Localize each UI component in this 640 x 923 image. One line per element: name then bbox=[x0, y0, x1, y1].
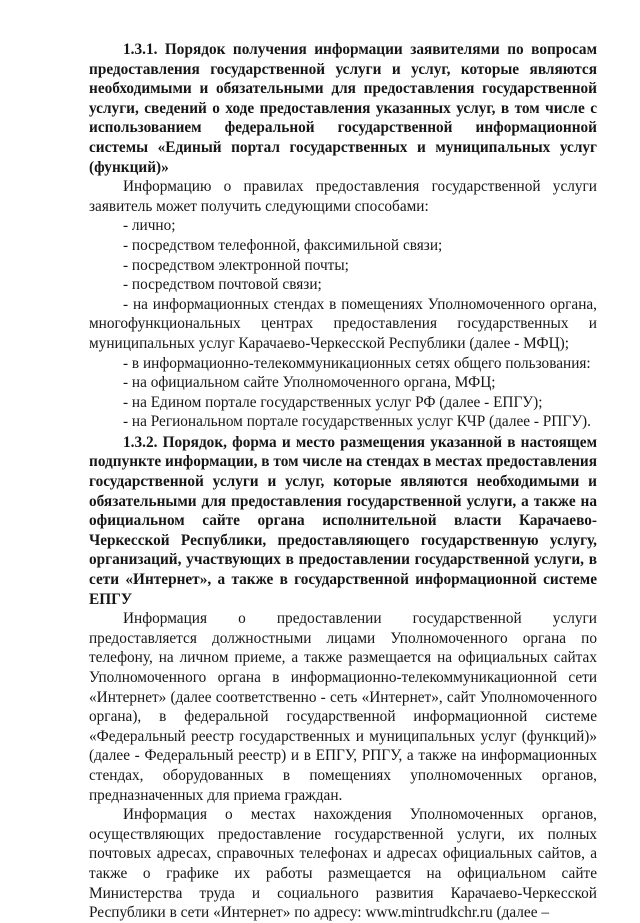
list-item: - лично; bbox=[123, 217, 176, 235]
section-1-3-2-paragraph: Информация о предоставлении государственной услуги предоставляется должностными лицами Уполномоченного органа по телефону, на личном приеме, а также размещается на официальных сайтах Уполномоченного органа в информационно-телекоммуникационной сети «Интернет» (далее соответственно - сеть «Интернет», сайт Уполномоченного органа), в федеральной государственной информационной системе «Федеральный реестр государственных и муниципальных услуг (функций)» (далее - Федеральный реестр) и в ЕПГУ, РПГУ, а также на информационных стендах, оборудованных в помещениях уполномоченных органов, предназначенных для приема граждан. bbox=[89, 610, 597, 804]
list-item: - на Едином портале государственных услуг РФ (далее - ЕПГУ); bbox=[123, 393, 543, 411]
section-1-3-1-intro: Информацию о правилах предоставления государственной услуги заявитель может получить следующими способами: bbox=[89, 178, 597, 215]
list-item: - на Региональном портале государственных услуг КЧР (далее - РПГУ). bbox=[123, 413, 591, 431]
document-page bbox=[89, 40, 597, 923]
section-1-3-2-heading: 1.3.2. Порядок, форма и место размещения указанной в настоящем подпункте информации, в том числе на стендах в местах предоставления государственной услуги и услуг, которые являются необходимыми и обязательными для предоставления государственной услуги, а также на официальном сайте органа исполнительной власти Карачаево-Черкесской Республики, предоставляющего государственную услугу, организаций, участвующих в предоставлении государственной услуги, в сети «Интернет», а также в государственной информационной системе ЕПГУ bbox=[89, 433, 597, 608]
list-item: - посредством почтовой связи; bbox=[123, 276, 322, 294]
list-item: - посредством телефонной, факсимильной связи; bbox=[123, 236, 443, 254]
list-item: - посредством электронной почты; bbox=[123, 256, 349, 274]
list-item: - в информационно-телекоммуникационных сетях общего пользования: bbox=[123, 354, 591, 372]
list-item: - на официальном сайте Уполномоченного органа, МФЦ; bbox=[123, 374, 496, 392]
section-1-3-1-heading: 1.3.1. Порядок получения информации заявителями по вопросам предоставления государственной услуги и услуг, которые являются необходимыми и обязательными для предоставления государственной услуги, сведений о ходе предоставления указанных услуг, в том числе с использованием федеральной государственной информационной системы «Единый портал государственных и муниципальных услуг (функций)» bbox=[89, 41, 597, 176]
section-1-3-2-paragraph: Информация о местах нахождения Уполномоченных органов, осуществляющих предоставление государственной услуги, их полных почтовых адресах, справочных телефонах и адресах официальных сайтов, а также о графике их работы размещается на официальном сайте Министерства труда и социального развития Карачаево-Черкесской Республики в сети «Интернет» по адресу: www.mintrudkchr.ru (далее – bbox=[89, 806, 597, 922]
list-item: - на информационных стендах в помещениях Уполномоченного органа, многофункциональных центрах предоставления государственных и муниципальных услуг Карачаево-Черкесской Республики (далее - МФЦ); bbox=[89, 295, 597, 352]
